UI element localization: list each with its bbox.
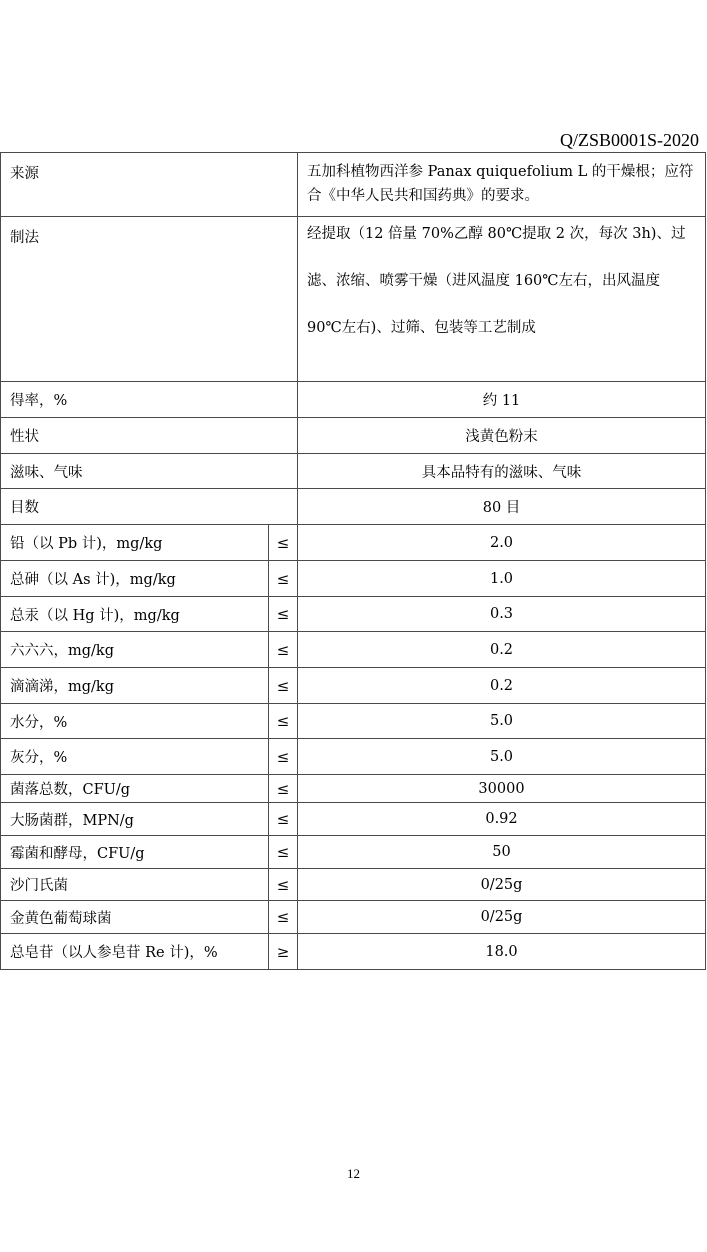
row-label: 大肠菌群，MPN/g	[1, 803, 269, 836]
row-value: 具本品特有的滋味、气味	[298, 454, 706, 489]
row-value: 浅黄色粉末	[298, 418, 706, 454]
row-label: 性状	[1, 418, 298, 454]
row-value: 2.0	[298, 525, 706, 561]
page-number: 12	[347, 1166, 360, 1181]
row-label: 滴滴涕，mg/kg	[1, 668, 269, 704]
table-row	[1, 934, 706, 970]
row-label: 总皂苷（以人参皂苷 Re 计)，%	[1, 934, 269, 970]
table-row	[1, 775, 706, 803]
row-label: 菌落总数，CFU/g	[1, 775, 269, 803]
row-value: 1.0	[298, 561, 706, 597]
row-value: 0/25g	[298, 901, 706, 934]
comparison-sign: ≤	[269, 704, 298, 739]
comparison-sign: ≤	[269, 775, 298, 803]
comparison-sign: ≤	[269, 525, 298, 561]
comparison-sign: ≤	[269, 668, 298, 704]
row-label: 铅（以 Pb 计)，mg/kg	[1, 525, 269, 561]
comparison-sign: ≤	[269, 632, 298, 668]
table-row-method	[1, 217, 706, 382]
row-value-source: 五加科植物西洋参 Panax quiquefolium L 的干燥根；应符合《中华人民共和国药典》的要求。	[307, 164, 694, 204]
comparison-sign: ≤	[269, 869, 298, 901]
row-value: 80 目	[298, 489, 706, 525]
table-row	[1, 454, 706, 489]
row-value: 0/25g	[298, 869, 706, 901]
row-label: 金黄色葡萄球菌	[1, 901, 269, 934]
table-row	[1, 901, 706, 934]
table-row	[1, 597, 706, 632]
comparison-sign: ≤	[269, 803, 298, 836]
table-row	[1, 803, 706, 836]
row-value: 0.92	[298, 803, 706, 836]
row-label-source: 来源	[10, 166, 39, 182]
row-label: 沙门氏菌	[1, 869, 269, 901]
table-row	[1, 836, 706, 869]
comparison-sign: ≤	[269, 901, 298, 934]
row-value: 0.2	[298, 632, 706, 668]
table-row	[1, 739, 706, 775]
row-value: 5.0	[298, 739, 706, 775]
row-label: 水分，%	[1, 704, 269, 739]
table-row	[1, 418, 706, 454]
comparison-sign: ≤	[269, 739, 298, 775]
row-label: 六六六，mg/kg	[1, 632, 269, 668]
row-value: 0.2	[298, 668, 706, 704]
table-row	[1, 382, 706, 418]
comparison-sign: ≤	[269, 836, 298, 869]
table-row	[1, 561, 706, 597]
table-row	[1, 704, 706, 739]
row-label: 总砷（以 As 计)，mg/kg	[1, 561, 269, 597]
row-label: 灰分，%	[1, 739, 269, 775]
table-row	[1, 668, 706, 704]
row-value: 30000	[298, 775, 706, 803]
row-value: 50	[298, 836, 706, 869]
row-value: 约 11	[298, 382, 706, 418]
row-label-method: 制法	[10, 230, 39, 246]
row-label: 目数	[1, 489, 298, 525]
comparison-sign: ≤	[269, 597, 298, 632]
row-value: 0.3	[298, 597, 706, 632]
row-label: 滋味、气味	[1, 454, 298, 489]
comparison-sign: ≥	[269, 934, 298, 970]
specification-table	[0, 152, 706, 970]
row-label: 总汞（以 Hg 计)，mg/kg	[1, 597, 269, 632]
table-row	[1, 632, 706, 668]
row-label: 得率，%	[1, 382, 298, 418]
table-row	[1, 489, 706, 525]
row-value-method: 经提取（12 倍量 70%乙醇 80℃提取 2 次，每次 3h)、过滤、浓缩、喷雾干燥（进风温度 160℃左右，出风温度 90℃左右)、过筛、包装等工艺制成	[307, 226, 686, 336]
document-code: Q/ZSB0001S-2020	[559, 130, 699, 150]
comparison-sign: ≤	[269, 561, 298, 597]
table-row	[1, 525, 706, 561]
table-row-source	[1, 153, 706, 217]
table-row	[1, 869, 706, 901]
row-value: 18.0	[298, 934, 706, 970]
row-value: 5.0	[298, 704, 706, 739]
row-label: 霉菌和酵母，CFU/g	[1, 836, 269, 869]
